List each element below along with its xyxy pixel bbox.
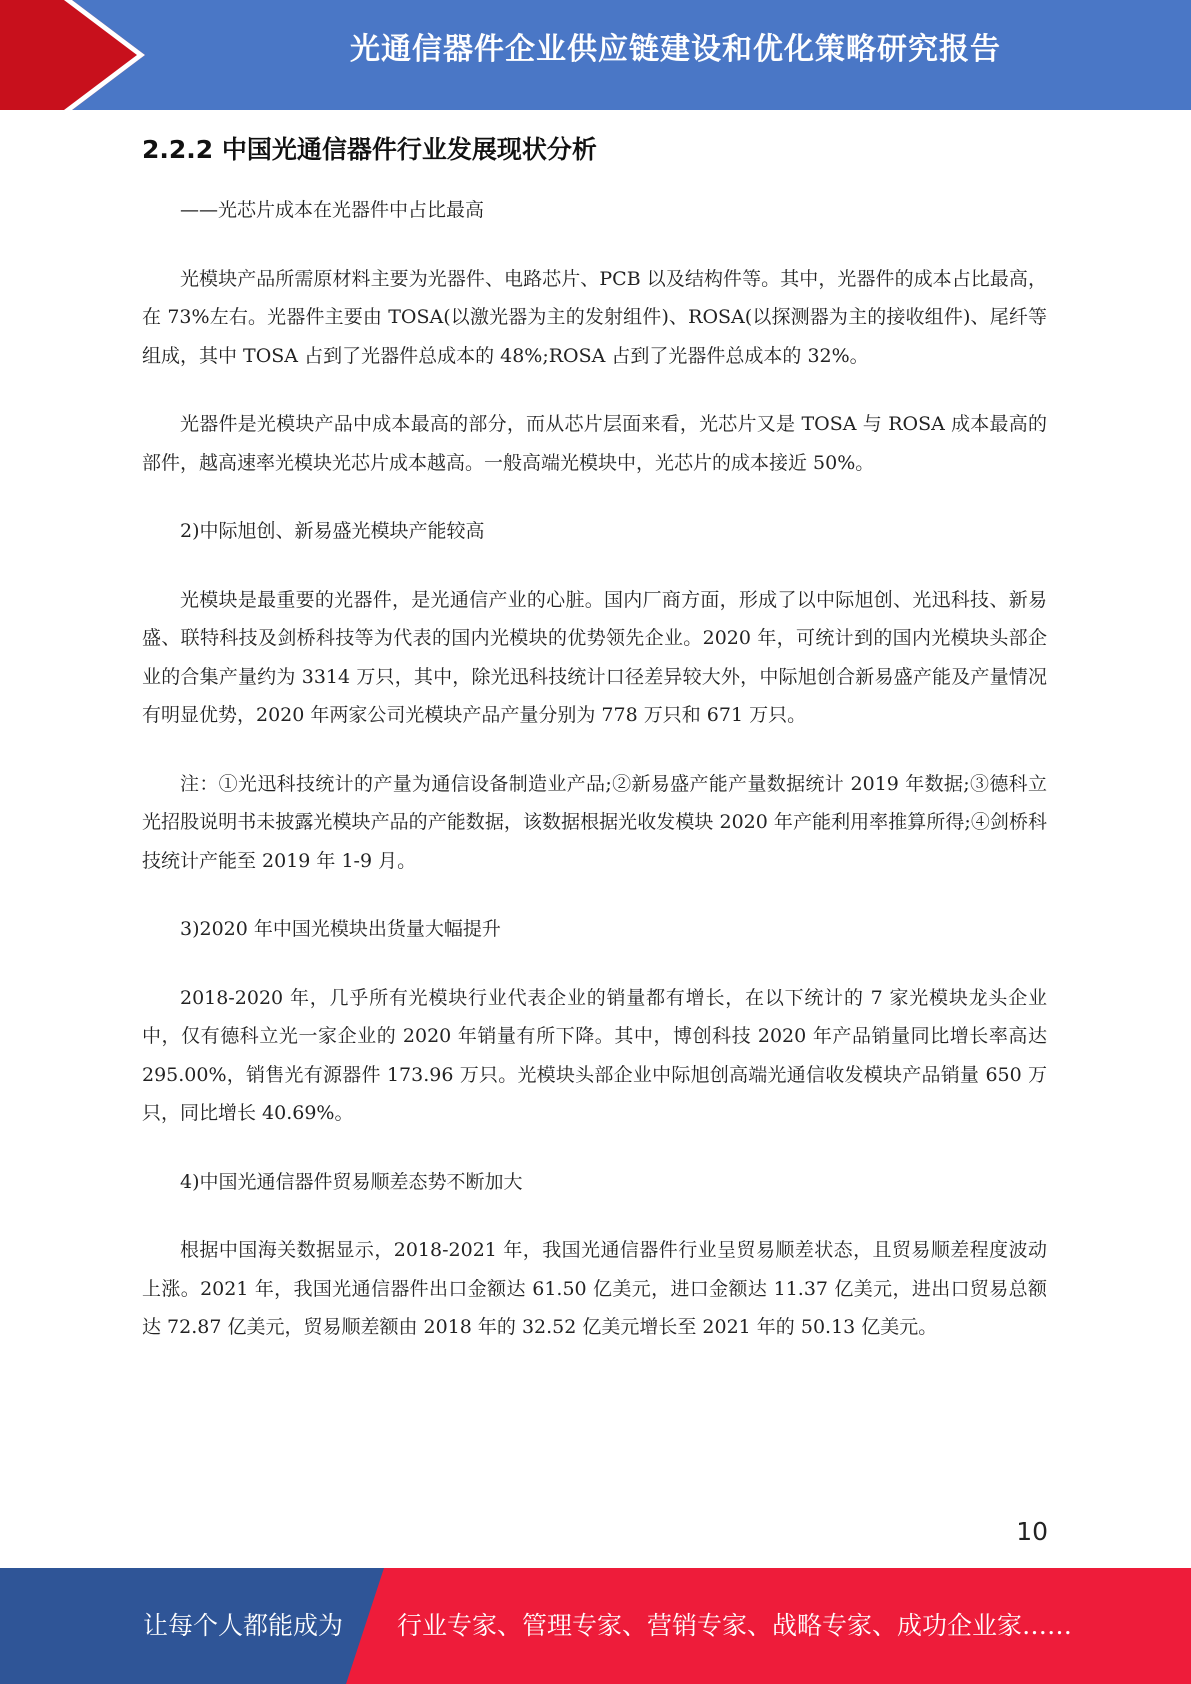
section-heading: 2.2.2 中国光通信器件行业发展现状分析 [142,135,597,164]
paragraph-chip-cost: 光器件是光模块产品中成本最高的部分，而从芯片层面来看，光芯片又是 TOSA 与 ROSA 成本最高的部件，越高速率光模块光芯片成本越高。一般高端光模块中，光芯片的成本接近 50%。 [142,413,1047,474]
subsection-label-trade: 4)中国光通信器件贸易顺差态势不断加大 [180,1170,523,1193]
subsection-label-shipments: 3)2020 年中国光模块出货量大幅提升 [180,918,501,940]
paragraph-trade: 根据中国海关数据显示，2018-2021 年，我国光通信器件行业呈贸易顺差状态，且贸易顺差程度波动上涨。2021 年，我国光通信器件出口金额达 61.50 亿美元，进口金额达 11.37 亿美元，进出口贸易总额达 72.87 亿美元，贸易顺差额由 2018 年的 32.52 亿美元增长至 2021 年的 50.13 亿美元。 [142,1239,1047,1338]
paragraph-notes: 注：①光迅科技统计的产量为通信设备制造业产品;②新易盛产能产量数据统计 2019 年数据;③德科立光招股说明书未披露光模块产品的产能数据，该数据根据光收发模块 2020 年产能利用率推算所得;④剑桥科技统计产能至 2019 年 1-9 月。 [142,772,1047,872]
footer-slogan-left: 让每个人都能成为 [143,1611,344,1640]
document-body [142,125,1047,1377]
paragraph-capacity: 光模块是最重要的光器件，是光通信产业的心脏。国内厂商方面，形成了以中际旭创、光迅科技、新易盛、联特科技及剑桥科技等为代表的国内光模块的优势领先企业。2020 年，可统计到的国内光模块头部企业的合集产量约为 3314 万只，其中，除光迅科技统计口径差异较大外，中际旭创合新易盛产能及产量情况有明显优势，2020 年两家公司光模块产品产量分别为 778 万只和 671 万只。 [142,588,1047,726]
subsection-label-chip-cost: ——光芯片成本在光器件中占比最高 [180,199,485,221]
footer-slogan-right: 行业专家、管理专家、营销专家、战略专家、成功企业家…… [397,1611,1073,1640]
header-title: 光通信器件企业供应链建设和优化策略研究报告 [350,32,1001,67]
page-header [0,0,1191,110]
page-footer [0,1568,1191,1684]
page-number: 10 [1016,1517,1048,1546]
subsection-label-capacity: 2)中际旭创、新易盛光模块产能较高 [180,520,485,542]
paragraph-raw-materials: 光模块产品所需原材料主要为光器件、电路芯片、PCB 以及结构件等。其中，光器件的成本占比最高，在 73%左右。光器件主要由 TOSA(以激光器为主的发射组件)、ROSA(以探测器为主的接收组件)、尾纤等组成，其中 TOSA 占到了光器件总成本的 48%;ROSA 占到了光器件总成本的 32%。 [142,267,1047,367]
paragraph-shipments: 2018-2020 年，几乎所有光模块行业代表企业的销量都有增长，在以下统计的 7 家光模块龙头企业中，仅有德科立光一家企业的 2020 年销量有所下降。其中，博创科技 2020 年产品销量同比增长率高达 295.00%，销售光有源器件 173.96 万只。光模块头部企业中际旭创高端光通信收发模块产品销量 650 万只，同比增长 40.69%。 [142,986,1047,1124]
